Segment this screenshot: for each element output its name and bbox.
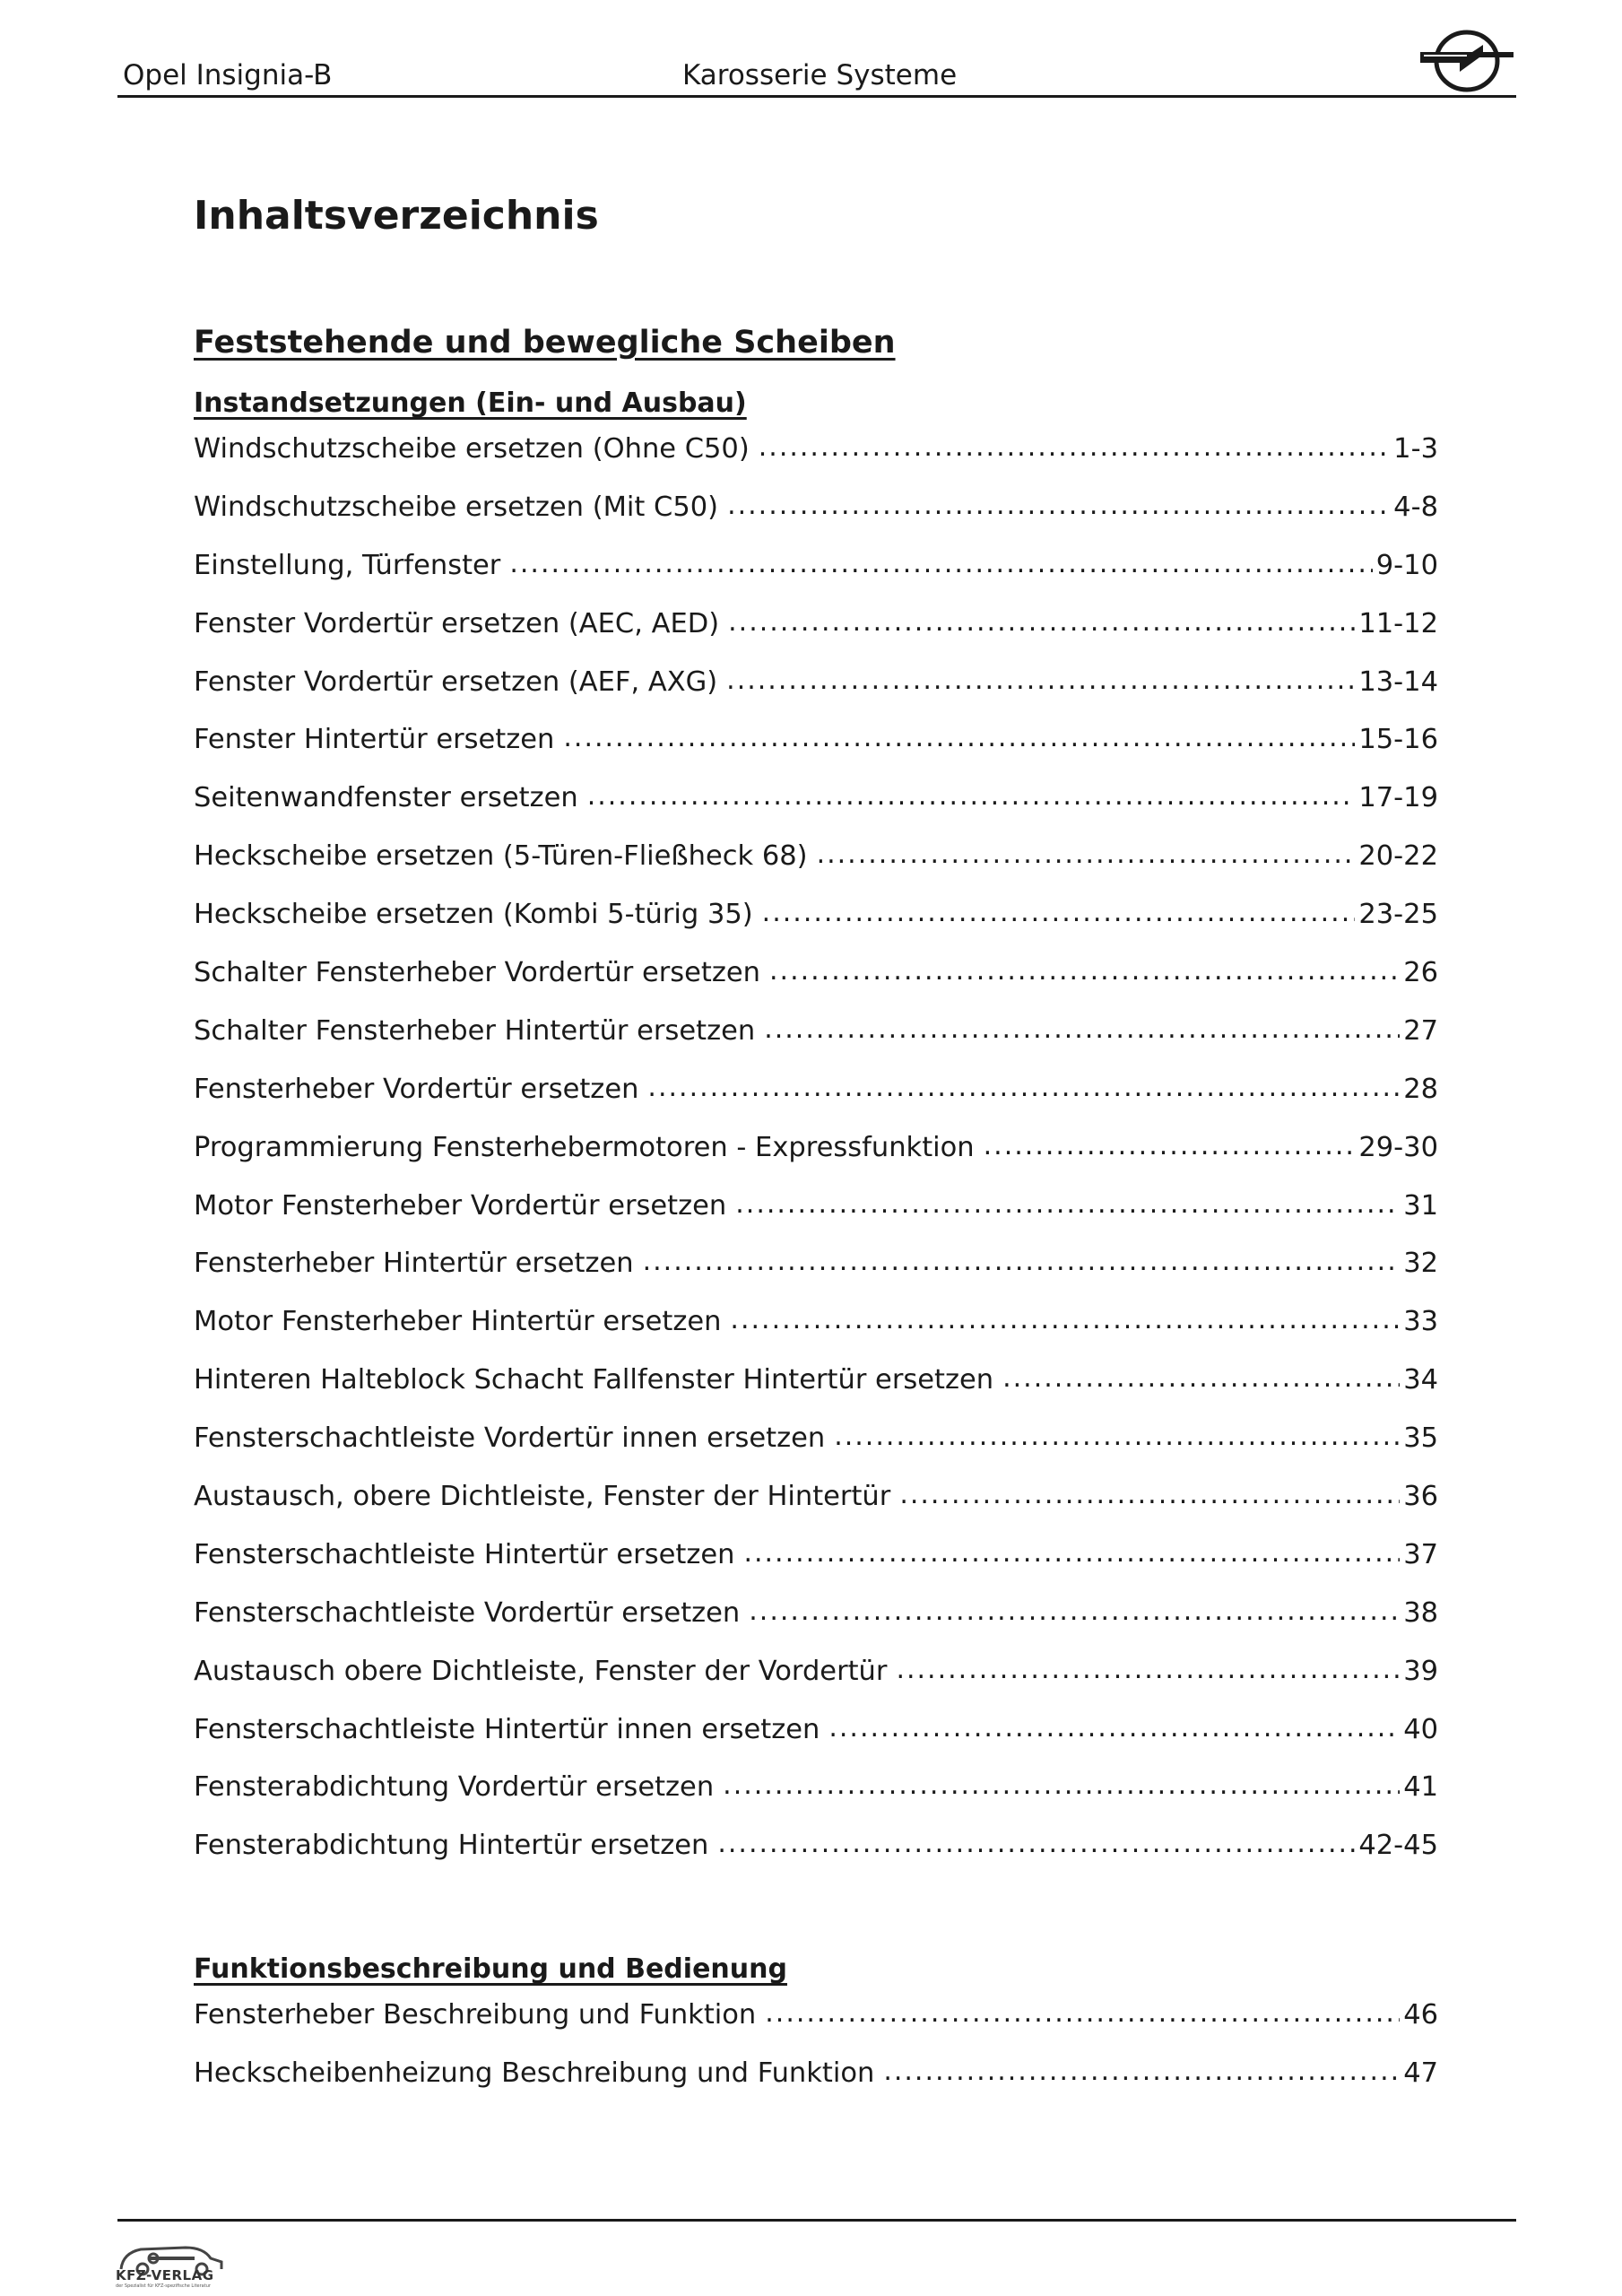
toc-entry-page: 37 bbox=[1403, 1538, 1438, 1570]
toc-entry bbox=[194, 1653, 1438, 1711]
toc-entry-page: 20-22 bbox=[1358, 840, 1438, 873]
toc-dot-leader bbox=[834, 1420, 1400, 1447]
toc-entry-title: Heckscheibe ersetzen (Kombi 5-türig 35) bbox=[194, 899, 753, 931]
toc-dot-leader bbox=[727, 489, 1390, 516]
toc-entry-title: Schalter Fensterheber Hintertür ersetzen bbox=[194, 1014, 756, 1047]
toc-dot-leader bbox=[647, 1071, 1400, 1098]
toc-entry bbox=[194, 1595, 1438, 1653]
toc-dot-leader bbox=[728, 605, 1355, 632]
toc-entry-page: 17-19 bbox=[1358, 782, 1438, 814]
toc-dot-leader bbox=[743, 1536, 1400, 1563]
toc-dot-leader bbox=[735, 1187, 1400, 1214]
toc-entry-page: 4-8 bbox=[1393, 491, 1438, 523]
toc-dot-leader bbox=[563, 721, 1355, 748]
toc-entry-title: Fensterabdichtung Hintertür ersetzen bbox=[194, 1830, 709, 1862]
toc-entry bbox=[194, 838, 1438, 896]
toc-entry-page: 33 bbox=[1403, 1306, 1438, 1338]
toc-dot-leader bbox=[759, 430, 1390, 457]
toc-entry-title: Fenster Vordertür ersetzen (AEF, AXG) bbox=[194, 665, 718, 698]
toc-entry-page: 38 bbox=[1403, 1596, 1438, 1629]
toc-entry bbox=[194, 1711, 1438, 1770]
toc-list-instandsetzungen bbox=[194, 430, 1438, 1885]
toc-entry-title: Schalter Fensterheber Vordertür ersetzen bbox=[194, 957, 760, 989]
header-chapter: Karosserie Systeme bbox=[682, 59, 958, 91]
toc-dot-leader bbox=[762, 896, 1356, 923]
toc-dot-leader bbox=[643, 1245, 1401, 1272]
toc-entry bbox=[194, 1420, 1438, 1478]
toc-entry-page: 46 bbox=[1403, 1999, 1438, 2031]
toc-entry bbox=[194, 779, 1438, 838]
toc-entry-title: Motor Fensterheber Hintertür ersetzen bbox=[194, 1306, 722, 1338]
toc-entry bbox=[194, 721, 1438, 779]
toc-entry bbox=[194, 1303, 1438, 1361]
toc-entry-title: Fensterheber Hintertür ersetzen bbox=[194, 1248, 634, 1280]
toc-entry bbox=[194, 547, 1438, 605]
toc-entry-page: 26 bbox=[1403, 957, 1438, 989]
toc-entry-page: 13-14 bbox=[1358, 665, 1438, 698]
toc-dot-leader bbox=[764, 1013, 1400, 1039]
footer-tagline: der Spezialist für KFZ-spezifische Literatur bbox=[116, 2283, 211, 2289]
header-vehicle: Opel Insignia-B bbox=[123, 59, 333, 91]
toc-entry-page: 40 bbox=[1403, 1713, 1438, 1745]
toc-entry-title: Hinteren Halteblock Schacht Fallfenster Hintertür ersetzen bbox=[194, 1364, 994, 1396]
section-heading-scheiben: Feststehende und bewegliche Scheiben bbox=[194, 325, 896, 361]
toc-entry-page: 31 bbox=[1403, 1189, 1438, 1222]
toc-entry-page: 42-45 bbox=[1358, 1830, 1438, 1862]
toc-entry bbox=[194, 605, 1438, 664]
toc-entry-page: 41 bbox=[1403, 1771, 1438, 1804]
toc-entry-page: 35 bbox=[1403, 1422, 1438, 1455]
toc-dot-leader bbox=[509, 547, 1372, 574]
toc-dot-leader bbox=[883, 2055, 1400, 2082]
opel-logo-icon bbox=[1417, 25, 1517, 93]
header-rule bbox=[117, 95, 1516, 98]
toc-entry-title: Fensterschachtleiste Vordertür innen ersetzen bbox=[194, 1422, 826, 1455]
toc-entry bbox=[194, 1071, 1438, 1129]
toc-entry-title: Fensterschachtleiste Hintertür innen ersetzen bbox=[194, 1713, 820, 1745]
toc-dot-leader bbox=[984, 1129, 1356, 1156]
toc-entry-title: Heckscheibenheizung Beschreibung und Funktion bbox=[194, 2057, 875, 2089]
toc-dot-leader bbox=[817, 838, 1356, 865]
toc-entry bbox=[194, 1827, 1438, 1885]
toc-entry-title: Windschutzscheibe ersetzen (Mit C50) bbox=[194, 491, 719, 523]
toc-entry bbox=[194, 1129, 1438, 1187]
toc-entry-page: 23-25 bbox=[1358, 899, 1438, 931]
toc-dot-leader bbox=[717, 1827, 1355, 1854]
toc-entry-page: 1-3 bbox=[1393, 433, 1438, 465]
page-header bbox=[117, 56, 1516, 99]
footer-rule bbox=[117, 2219, 1516, 2222]
toc-dot-leader bbox=[765, 1996, 1400, 2023]
toc-entry bbox=[194, 1187, 1438, 1246]
toc-entry-title: Heckscheibe ersetzen (5-Türen-Fließheck 68) bbox=[194, 840, 808, 873]
toc-entry-title: Austausch obere Dichtleiste, Fenster der Vordertür bbox=[194, 1655, 888, 1687]
toc-entry-page: 36 bbox=[1403, 1481, 1438, 1513]
toc-entry-title: Fensterheber Beschreibung und Funktion bbox=[194, 1999, 757, 2031]
toc-entry-title: Fensterschachtleiste Hintertür ersetzen bbox=[194, 1538, 735, 1570]
toc-dot-leader bbox=[769, 954, 1400, 981]
subheading-instandsetzungen: Instandsetzungen (Ein- und Ausbau) bbox=[194, 387, 747, 419]
toc-list-funktionsbeschreibung bbox=[194, 1996, 1438, 2113]
toc-entry-page: 11-12 bbox=[1358, 607, 1438, 639]
toc-dot-leader bbox=[896, 1653, 1400, 1680]
toc-entry-page: 28 bbox=[1403, 1073, 1438, 1105]
toc-entry bbox=[194, 1996, 1438, 2055]
toc-entry bbox=[194, 954, 1438, 1013]
toc-entry-page: 15-16 bbox=[1358, 724, 1438, 756]
toc-dot-leader bbox=[730, 1303, 1400, 1330]
toc-entry-title: Seitenwandfenster ersetzen bbox=[194, 782, 578, 814]
toc-entry bbox=[194, 1769, 1438, 1827]
toc-entry-page: 39 bbox=[1403, 1655, 1438, 1687]
toc-entry-title: Fensterschachtleiste Vordertür ersetzen bbox=[194, 1596, 741, 1629]
toc-dot-leader bbox=[899, 1478, 1400, 1505]
footer-brand: KFZ-VERLAG bbox=[116, 2267, 214, 2283]
toc-dot-leader bbox=[723, 1769, 1400, 1796]
toc-entry bbox=[194, 1013, 1438, 1071]
toc-entry bbox=[194, 1245, 1438, 1303]
toc-entry bbox=[194, 430, 1438, 489]
toc-dot-leader bbox=[587, 779, 1356, 806]
page-title: Inhaltsverzeichnis bbox=[194, 193, 599, 239]
subheading-funktionsbeschreibung: Funktionsbeschreibung und Bedienung bbox=[194, 1953, 787, 1985]
toc-entry bbox=[194, 664, 1438, 722]
toc-entry-page: 29-30 bbox=[1358, 1131, 1438, 1163]
toc-entry-title: Fenster Vordertür ersetzen (AEC, AED) bbox=[194, 607, 720, 639]
toc-entry-page: 34 bbox=[1403, 1364, 1438, 1396]
toc-entry-title: Austausch, obere Dichtleiste, Fenster der Hintertür bbox=[194, 1481, 891, 1513]
toc-entry bbox=[194, 1478, 1438, 1536]
toc-entry-page: 9-10 bbox=[1375, 549, 1438, 581]
toc-entry bbox=[194, 1536, 1438, 1595]
toc-entry bbox=[194, 489, 1438, 547]
toc-dot-leader bbox=[828, 1711, 1400, 1738]
toc-entry-title: Fenster Hintertür ersetzen bbox=[194, 724, 555, 756]
toc-entry-title: Einstellung, Türfenster bbox=[194, 549, 501, 581]
toc-entry-page: 32 bbox=[1403, 1248, 1438, 1280]
toc-entry-title: Motor Fensterheber Vordertür ersetzen bbox=[194, 1189, 727, 1222]
toc-entry bbox=[194, 2055, 1438, 2113]
toc-entry bbox=[194, 1361, 1438, 1420]
toc-entry-title: Programmierung Fensterhebermotoren - Expressfunktion bbox=[194, 1131, 975, 1163]
toc-dot-leader bbox=[749, 1595, 1400, 1622]
toc-entry bbox=[194, 896, 1438, 954]
toc-entry-page: 47 bbox=[1403, 2057, 1438, 2089]
toc-dot-leader bbox=[726, 664, 1355, 691]
toc-entry-title: Fensterheber Vordertür ersetzen bbox=[194, 1073, 639, 1105]
toc-entry-title: Fensterabdichtung Vordertür ersetzen bbox=[194, 1771, 715, 1804]
toc-entry-page: 27 bbox=[1403, 1014, 1438, 1047]
toc-entry-title: Windschutzscheibe ersetzen (Ohne C50) bbox=[194, 433, 750, 465]
toc-dot-leader bbox=[1002, 1361, 1400, 1388]
